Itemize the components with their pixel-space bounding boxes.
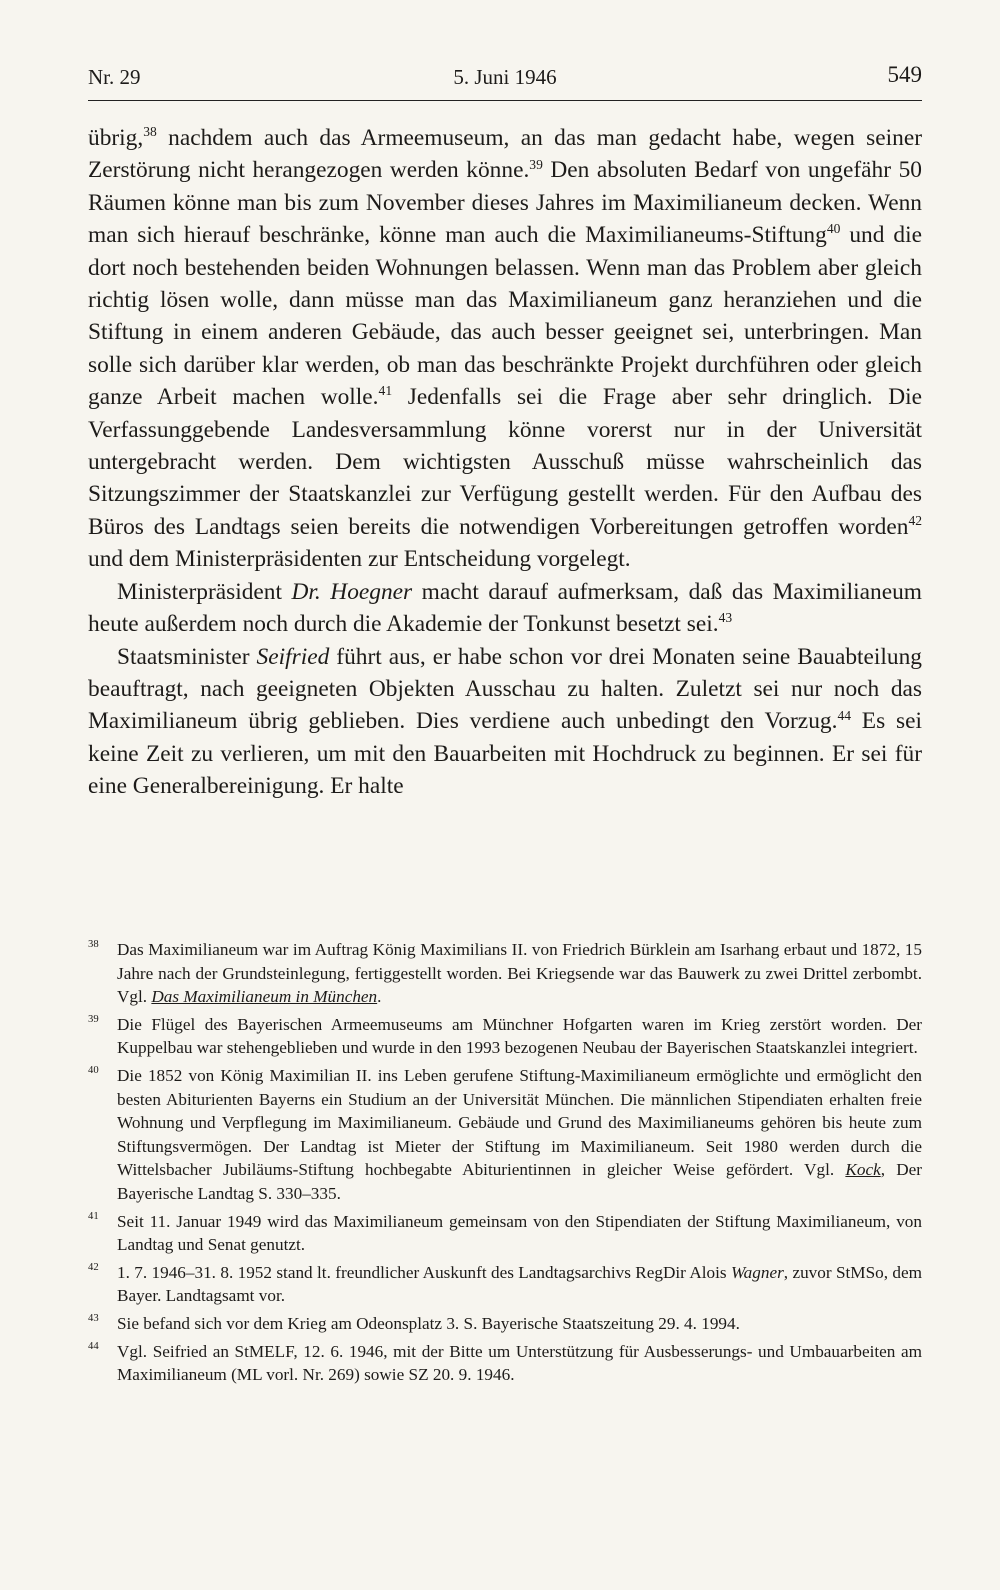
- page-number: 549: [887, 62, 922, 87]
- footnote-number: 41: [88, 1210, 99, 1222]
- text-run: übrig,: [88, 125, 144, 151]
- italic-text: Dr. Hoegner: [291, 578, 413, 605]
- footnote-ref: 39: [529, 156, 543, 172]
- text-run: Staatsminister: [117, 643, 257, 670]
- footnote-ref: 44: [837, 707, 851, 723]
- footnote-number: 42: [88, 1261, 99, 1273]
- text-run: führt aus, er habe schon vor drei Monaten seine Bauabteilung beauftragt, nach geeigneten Objekten Ausschau zu halten. Zuletzt sei nur noch das Maximilianeum übrig geblieben. Dies verdiene auch unbedingt den Vorzug.: [88, 643, 922, 735]
- footnote: [88, 1340, 922, 1387]
- main-text: [88, 122, 922, 803]
- footnote-ref: 42: [908, 513, 922, 529]
- footnote: [88, 1312, 922, 1336]
- footnote-ref: 40: [826, 221, 841, 237]
- footnote: [88, 1210, 922, 1257]
- text-run: Die 1852 von König Maximilian II. ins Leben gerufene Stiftung-Maximilianeum ermöglichte und ermöglicht den besten Abiturienten Bayerns ein Studium an der Universität München. Die männlichen Stipendiaten erhalten freie Wohnung und Verpflegung im Maximilianeum. Gebäude und Grund des Maximilianeums gehören bis heute zum Stiftungsvermögen. Der Landtag ist Mieter der Stiftung im Maximilianeum. Seit 1980 werden durch die Wittelsbacher Jubiläums-Stiftung hochbegabte Abiturientinnen in gleicher Weise gefördert. Vgl.: [117, 1065, 922, 1180]
- text-run: Das Maximilianeum war im Auftrag König Maximilians II. von Friedrich Bürklein am Isarhang erbaut und 1872, 15 Jahre nach der Grundsteinlegung, fertiggestellt worden. Bei Kriegsende war das Bauwerk zu zwei Drittel zerbombt. Vgl.: [117, 940, 922, 1007]
- footnote-number: 39: [88, 1013, 99, 1025]
- text-run: macht darauf aufmerksam, daß das Maximilianeum heute außerdem noch durch die Akademie der Tonkunst besetzt sei.: [88, 578, 922, 638]
- text-run: .: [377, 987, 382, 1007]
- text-run: 1. 7. 1946–31. 8. 1952 stand lt. freundlicher Auskunft des Landtagsarchivs RegDir Alois: [117, 1262, 731, 1282]
- text-run: Es sei keine Zeit zu verlieren, um mit den Bauarbeiten mit Hochdruck zu beginnen. Er sei für eine Generalbereinigung. Er halte: [88, 708, 922, 800]
- footnote-number: 44: [88, 1340, 99, 1352]
- paragraph: [88, 641, 922, 803]
- text-run: Den absoluten Bedarf von ungefähr 50 Räumen könne man bis zum November dieses Jahres im Maximilianeum decken. Wenn man sich hierauf beschränke, könne man auch die Maximilianeums-Stiftung: [88, 157, 922, 249]
- footnote-ref: 43: [718, 610, 733, 626]
- footnotes: [88, 938, 922, 1391]
- text-run: , zuvor StMSo, dem Bayer. Landtagsamt vor.: [117, 1262, 922, 1306]
- footnote-ref: 38: [143, 124, 157, 140]
- text-run: , Der Bayerische Landtag S. 330–335.: [117, 1160, 923, 1203]
- footnote: [88, 1013, 922, 1060]
- footnote-ref: 41: [378, 383, 393, 399]
- footnote: [88, 1064, 922, 1206]
- text-run: nachdem auch das Armeemuseum, an das man gedacht habe, wegen seiner Zerstörung nicht herangezogen werden könne.: [88, 125, 922, 184]
- text-run: und dem Ministerpräsidenten zur Entscheidung vorgelegt.: [88, 546, 631, 573]
- footnote-number: 40: [88, 1064, 99, 1076]
- text-run: und die dort noch bestehenden beiden Wohnungen belassen. Wenn man das Problem aber gleich richtig lösen wolle, dann müsse man das Maximilianeum ganz heranziehen und die Stiftung in einem anderen Gebäude, das auch besser geeignet sei, unterbringen. Man solle sich darüber klar werden, ob man das beschränkte Projekt durchführen oder gleich ganze Arbeit machen wolle.: [88, 222, 922, 411]
- text-run: Seit 11. Januar 1949 wird das Maximilianeum gemeinsam von den Stipendiaten der Stiftung Maximilianeum, von Landtag und Senat genutzt.: [117, 1211, 922, 1255]
- text-run: Sie befand sich vor dem Krieg am Odeonsplatz 3. S. Bayerische Staatszeitung 29. 4. 1994.: [117, 1313, 740, 1333]
- italic-text: Wagner: [730, 1262, 784, 1282]
- issue-number: Nr. 29: [88, 65, 141, 89]
- paragraph: [88, 576, 922, 641]
- italic-text: Seifried: [256, 643, 330, 670]
- text-run: Ministerpräsident: [117, 578, 292, 605]
- text-run: Vgl. Seifried an StMELF, 12. 6. 1946, mit der Bitte um Unterstützung für Ausbesserungs- und Umbauarbeiten am Maximilianeum (ML vorl. Nr. 269) sowie SZ 20. 9. 1946.: [117, 1341, 922, 1385]
- footnote: [88, 938, 922, 1009]
- footnote: [88, 1261, 922, 1308]
- text-run: Die Flügel des Bayerischen Armeemuseums am Münchner Hofgarten waren im Krieg zerstört worden. Der Kuppelbau war stehengeblieben und wurde in den 1993 bezogenen Neubau der Bayerischen Staatskanzlei integriert.: [117, 1014, 922, 1058]
- italic-text: Kock: [845, 1160, 881, 1180]
- footnote-number: 43: [88, 1312, 99, 1324]
- header-date: 5. Juni 1946: [453, 65, 557, 89]
- italic-text: Das Maximilianeum in München: [151, 987, 378, 1007]
- running-header: [88, 60, 922, 101]
- footnote-number: 38: [88, 939, 99, 950]
- text-run: Jedenfalls sei die Frage aber sehr dringlich. Die Verfassunggebende Landesversammlung könne vorerst nur in der Universität untergebracht werden. Dem wichtigsten Ausschuß müsse wahrscheinlich das Sitzungszimmer der Staatskanzlei zur Verfügung gestellt werden. Für den Aufbau des Büros des Landtags seien bereits die notwendigen Vorbereitungen getroffen worden: [88, 384, 922, 540]
- paragraph: [88, 122, 922, 576]
